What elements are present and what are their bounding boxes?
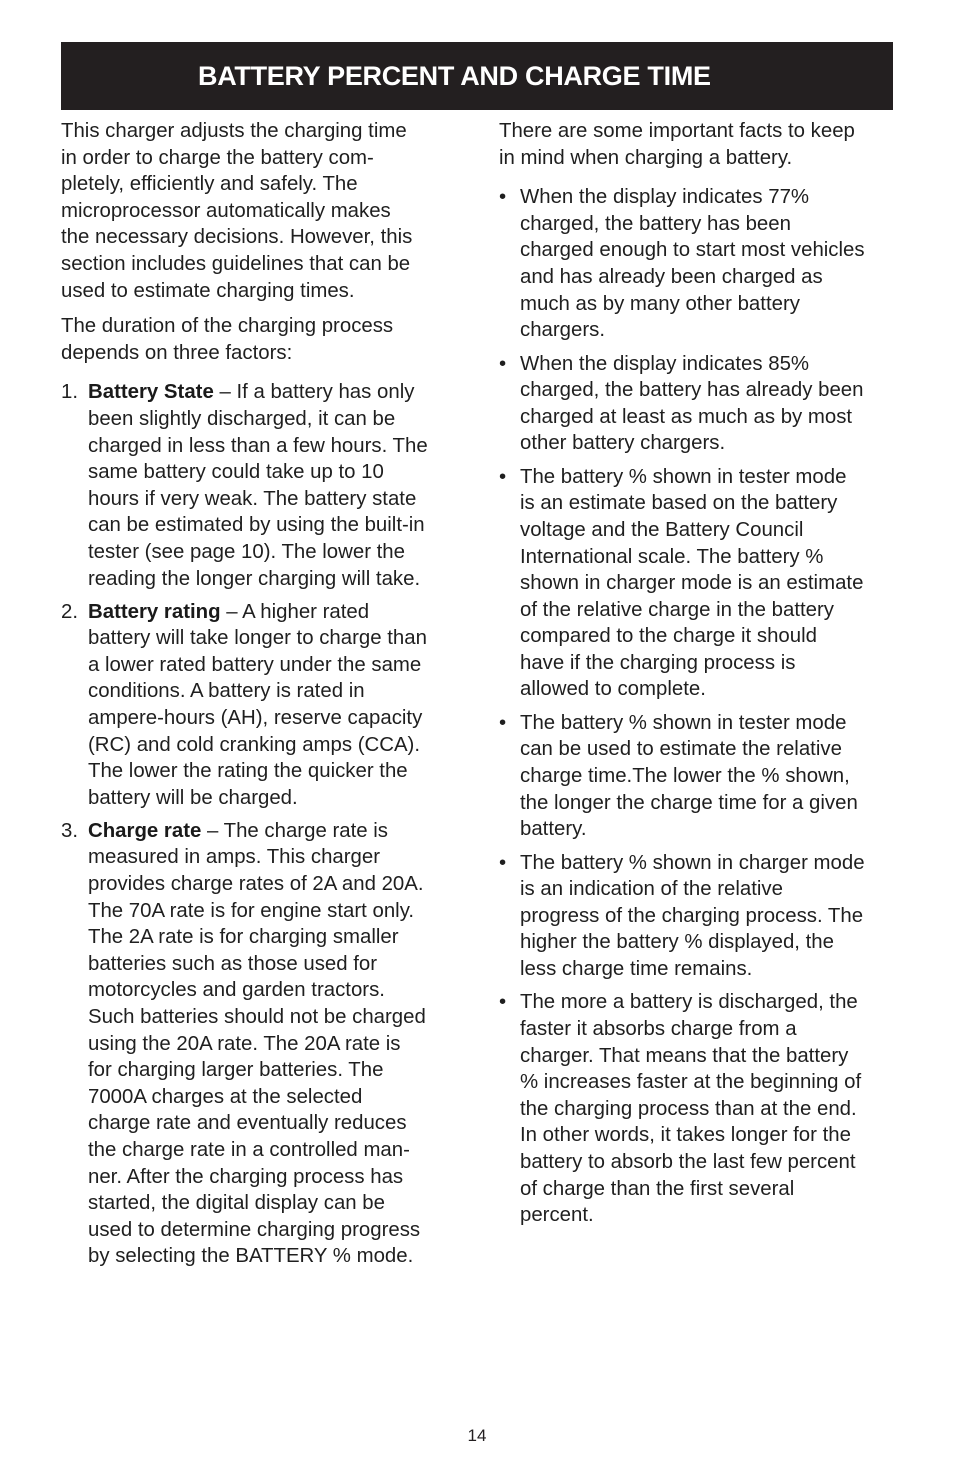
text-line: used to estimate charging times. <box>61 279 355 302</box>
text-line: battery will be charged. <box>88 786 298 809</box>
text-line: charger. That means that the battery <box>520 1044 849 1067</box>
text-line: shown in charger mode is an estimate <box>520 572 864 595</box>
text-line: International scale. The battery % <box>520 545 824 568</box>
text-line: have if the charging process is <box>520 651 796 674</box>
text-line: reading the longer charging will take. <box>88 567 421 590</box>
text-line: charged in less than a few hours. The <box>88 434 428 457</box>
list-number: 1. <box>61 381 79 404</box>
fact-item <box>499 989 897 1228</box>
text-line: of charge than the first several <box>520 1177 795 1200</box>
text-line: There are some important facts to keep <box>499 120 855 142</box>
text-line: is an indication of the relative <box>520 878 783 901</box>
text-line: The more a battery is discharged, the <box>520 991 858 1014</box>
text-line: chargers. <box>520 319 605 342</box>
fact-item <box>499 184 897 344</box>
text-line: (RC) and cold cranking amps (CCA). <box>88 733 421 756</box>
text-line: 7000A charges at the selected <box>88 1085 363 1108</box>
text-line: can be estimated by using the built-in <box>88 514 425 537</box>
right-column <box>499 118 897 1236</box>
text-line: voltage and the Battery Council <box>520 518 804 541</box>
text-line: of the relative charge in the battery <box>520 598 834 621</box>
text-line: hours if very weak. The battery state <box>88 487 417 510</box>
text-line: used to determine charging progress <box>88 1218 421 1241</box>
text-line: and has already been charged as <box>520 265 823 288</box>
text-line: the necessary decisions. However, this <box>61 226 413 249</box>
text-line: – A higher rated <box>220 600 370 623</box>
factor-item-battery-state <box>61 379 461 592</box>
text-line: tester (see page 10). The lower the <box>88 540 405 563</box>
text-line: charge rate and eventually reduces <box>88 1112 407 1135</box>
text-line: been slightly discharged, it can be <box>88 407 396 430</box>
text-line: other battery chargers. <box>520 432 726 455</box>
text-line: charged at least as much as by most <box>520 405 853 428</box>
text-line: battery to absorb the last few percent <box>520 1150 856 1173</box>
text-line: for charging larger batteries. The <box>88 1059 384 1082</box>
text-line: progress of the charging process. The <box>520 904 864 927</box>
text-line: the charging process than at the end. <box>520 1097 857 1120</box>
text-line: depends on three factors: <box>61 341 293 364</box>
list-number: 3. <box>61 819 79 842</box>
left-column <box>61 118 461 1276</box>
fact-item <box>499 850 897 983</box>
text-line: faster it absorbs charge from a <box>520 1017 797 1040</box>
text-line: When the display indicates 77% <box>520 186 810 209</box>
text-line: much as by many other battery <box>520 292 800 315</box>
text-line: conditions. A battery is rated in <box>88 680 365 703</box>
text-line: The battery % shown in tester mode <box>520 711 847 734</box>
text-line: The 2A rate is for charging smaller <box>88 926 399 949</box>
facts-intro-paragraph <box>499 118 897 171</box>
text-line: higher the battery % displayed, the <box>520 931 834 954</box>
section-header-bar <box>61 42 893 110</box>
text-line: section includes guidelines that can be <box>61 252 411 275</box>
fact-item <box>499 464 897 703</box>
factors-list <box>61 379 461 1270</box>
text-line: motorcycles and garden tractors. <box>88 979 385 1002</box>
text-line: charged, the battery has already been <box>520 379 864 402</box>
bullet-icon: • <box>499 465 507 488</box>
intro-paragraph <box>61 118 461 304</box>
text-line: allowed to complete. <box>520 678 706 701</box>
facts-list <box>499 184 897 1229</box>
text-line: the charge rate in a controlled man- <box>88 1138 410 1161</box>
text-line: The battery % shown in charger mode <box>520 851 865 874</box>
text-line: using the 20A rate. The 20A rate is <box>88 1032 401 1055</box>
text-line: is an estimate based on the battery <box>520 492 838 515</box>
fact-item <box>499 351 897 457</box>
bullet-icon: • <box>499 991 507 1014</box>
page-number: 14 <box>467 1426 487 1445</box>
text-line: battery will take longer to charge than <box>88 627 427 650</box>
factor-term: Battery rating <box>88 600 221 623</box>
text-line: The 70A rate is for engine start only. <box>88 899 415 922</box>
list-number: 2. <box>61 600 79 623</box>
text-line: in mind when charging a battery. <box>499 146 793 169</box>
bullet-icon: • <box>499 851 507 874</box>
text-line: battery. <box>520 818 587 841</box>
factor-term: Charge rate <box>88 819 202 842</box>
text-line: in order to charge the battery com- <box>61 146 374 169</box>
text-line: ner. After the charging process has <box>88 1165 404 1188</box>
factor-term: Battery State <box>88 381 214 404</box>
text-line: measured in amps. This charger <box>88 846 381 869</box>
bullet-icon: • <box>499 352 507 375</box>
factor-item-battery-rating <box>61 599 461 812</box>
text-line: This charger adjusts the charging time <box>61 120 407 142</box>
text-line: – If a battery has only <box>213 381 415 404</box>
text-line: by selecting the BATTERY % mode. <box>88 1245 414 1268</box>
section-title: BATTERY PERCENT AND CHARGE TIME <box>198 60 711 91</box>
text-line: In other words, it takes longer for the <box>520 1124 851 1147</box>
text-line: batteries such as those used for <box>88 952 378 975</box>
text-line: less charge time remains. <box>520 958 753 980</box>
text-line: The battery % shown in tester mode <box>520 465 847 488</box>
text-line: The lower the rating the quicker the <box>88 760 408 783</box>
fact-item <box>499 710 897 843</box>
text-line: ampere-hours (AH), reserve capacity <box>88 706 423 729</box>
text-line: charged, the battery has been <box>520 212 791 235</box>
factor-item-charge-rate <box>61 818 461 1270</box>
text-line: the longer the charge time for a given <box>520 791 858 814</box>
text-line: Such batteries should not be charged <box>88 1006 426 1028</box>
text-line: started, the digital display can be <box>88 1192 385 1215</box>
text-line: provides charge rates of 2A and 20A. <box>88 873 424 896</box>
text-line: When the display indicates 85% <box>520 352 810 375</box>
text-line: microprocessor automatically makes <box>61 199 391 222</box>
text-line: can be used to estimate the relative <box>520 738 842 761</box>
text-line: The duration of the charging process <box>61 315 394 338</box>
text-line: a lower rated battery under the same <box>88 653 422 676</box>
text-line: charge time.The lower the % shown, <box>520 765 850 788</box>
text-line: compared to the charge it should <box>520 625 817 648</box>
text-line: same battery could take up to 10 <box>88 461 384 484</box>
text-line: pletely, efficiently and safely. The <box>61 173 358 196</box>
factors-paragraph <box>61 313 461 366</box>
text-line: – The charge rate is <box>201 819 388 842</box>
text-line: percent. <box>520 1204 594 1227</box>
text-line: charged enough to start most vehicles <box>520 239 865 262</box>
bullet-icon: • <box>499 711 507 734</box>
bullet-icon: • <box>499 186 507 209</box>
text-line: % increases faster at the beginning of <box>520 1071 862 1094</box>
